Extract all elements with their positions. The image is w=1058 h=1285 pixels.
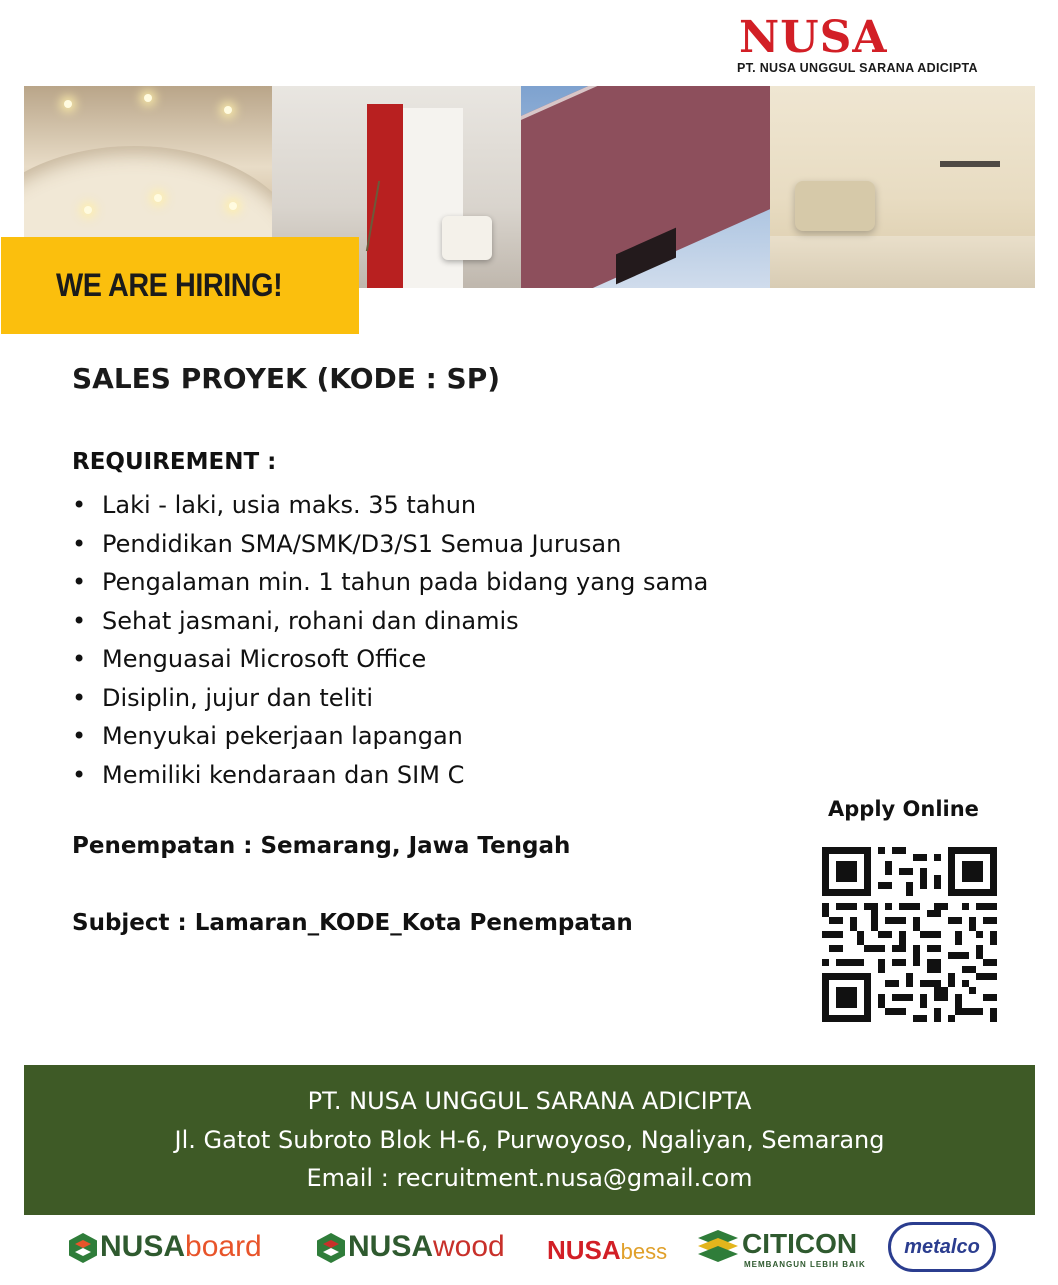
footer-email[interactable]: Email : recruitment.nusa@gmail.com	[306, 1164, 753, 1193]
requirement-item: • Sehat jasmani, rohani dan dinamis	[72, 602, 708, 641]
requirement-item: • Menguasai Microsoft Office	[72, 640, 708, 679]
nusawood-logo: NUSAwood	[316, 1230, 505, 1264]
brand-logo-row	[60, 1222, 1020, 1280]
placement-location: Penempatan : Semarang, Jawa Tengah	[72, 833, 571, 859]
company-footer	[24, 1065, 1035, 1215]
requirement-item: • Memiliki kendaraan dan SIM C	[72, 756, 708, 795]
requirement-list	[72, 486, 708, 794]
requirement-item: • Pengalaman min. 1 tahun pada bidang yang sama	[72, 563, 708, 602]
footer-address: Jl. Gatot Subroto Blok H-6, Purwoyoso, Ngaliyan, Semarang	[174, 1125, 885, 1154]
nusabess-logo: NUSAbess	[547, 1235, 668, 1265]
requirement-item: • Disiplin, jujur dan teliti	[72, 679, 708, 718]
photo-building-facade	[521, 86, 770, 288]
company-logo	[735, 14, 1035, 76]
nusaboard-logo: NUSAboard	[68, 1230, 262, 1264]
email-subject-format: Subject : Lamaran_KODE_Kota Penempatan	[72, 910, 633, 936]
logo-company-name: PT. NUSA UNGGUL SARANA ADICIPTA	[737, 61, 978, 75]
qr-code-icon[interactable]	[822, 847, 997, 1022]
logo-wordmark: NUSA	[739, 12, 888, 63]
requirement-item: • Laki - laki, usia maks. 35 tahun	[72, 486, 708, 525]
requirement-heading: REQUIREMENT :	[72, 449, 277, 475]
apply-online-label: Apply Online	[828, 797, 979, 821]
metalco-logo: metalco	[888, 1222, 996, 1272]
requirement-item: • Pendidikan SMA/SMK/D3/S1 Semua Jurusan	[72, 525, 708, 564]
hexagon-emblem-icon	[316, 1232, 346, 1264]
hiring-banner	[1, 237, 359, 334]
hiring-text: WE ARE HIRING!	[56, 267, 283, 303]
hexagon-emblem-icon	[68, 1232, 98, 1264]
citicon-logo: CITICON MEMBANGUN LEBIH BAIK	[696, 1228, 866, 1269]
photo-living-room	[770, 86, 1035, 288]
footer-company-name: PT. NUSA UNGGUL SARANA ADICIPTA	[307, 1087, 752, 1116]
job-title: SALES PROYEK (KODE : SP)	[72, 362, 501, 395]
requirement-item: • Menyukai pekerjaan lapangan	[72, 717, 708, 756]
stacked-blocks-icon	[696, 1229, 740, 1263]
